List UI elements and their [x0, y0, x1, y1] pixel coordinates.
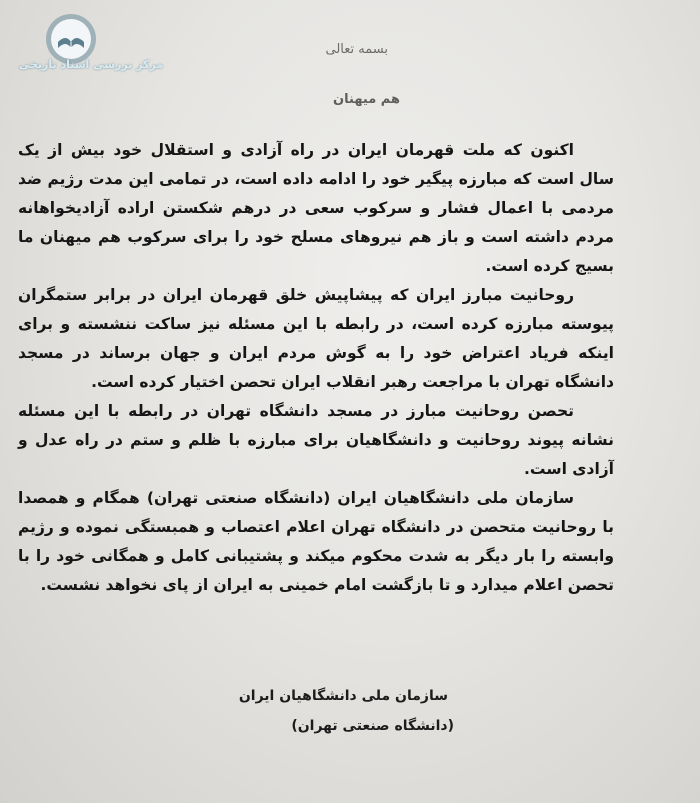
paragraph-4: سازمان ملی دانشگاهیان ایران (دانشگاه صنعتی تهران) همگام و همصدا با روحانیت متحصن در دانشگاه تهران اعلام اعتصاب و همبستگی نموده و رژیم وابسته را بار دیگر به شدت محکوم میکند و پشتیبانی کامل و همگانی خود را با تحصن اعلام میدارد و تا بازگشت امام خمینی به ایران از پای نخواهد نشست.	[18, 489, 614, 594]
logo-caption: مرکز بررسی اسناد تاریخی	[18, 58, 164, 71]
signature-line-2: (دانشگاه صنعتی تهران)	[291, 718, 454, 734]
paragraph-2: روحانیت مبارز ایران که پیشاپیش خلق قهرمان ایران در برابر ستمگران پیوسته مبارزه کرده است، در رابطه با این مسئله نیز ساکت ننشسته و برای اینکه فریاد اعتراض خود را به گوش مردم ایران و جهان برساند در مسجد دانشگاه تهران با مراجعت رهبر انقلاب ایران تحصن اختیار کرده است.	[18, 286, 614, 391]
document-body	[18, 136, 614, 600]
paragraph-1: اکنون که ملت قهرمان ایران در راه آزادی و استقلال خود بیش از یک سال است که مبارزه پیگیر خود را ادامه داده است، در تمامی این مدت رژیم ضد مردمی با اعمال فشار و سرکوب سعی در درهم شکستن اراده آزادیخواهانه مردم داشته است و باز هم نیروهای مسلح خود را برای سرکوب هم میهنان ما بسیج کرده است.	[18, 141, 614, 275]
document-header-stamp: بسمه تعالی	[325, 42, 388, 57]
signature-line-1: سازمان ملی دانشگاهیان ایران	[238, 688, 448, 704]
paragraph-3: تحصن روحانیت مبارز در مسجد دانشگاه تهران در رابطه با این مسئله نشانه پیوند روحانیت و دانشگاهیان برای مبارزه با ظلم و ستم در راه عدل و آزادی است.	[18, 402, 614, 478]
document-salutation: هم میهنان	[333, 92, 400, 107]
